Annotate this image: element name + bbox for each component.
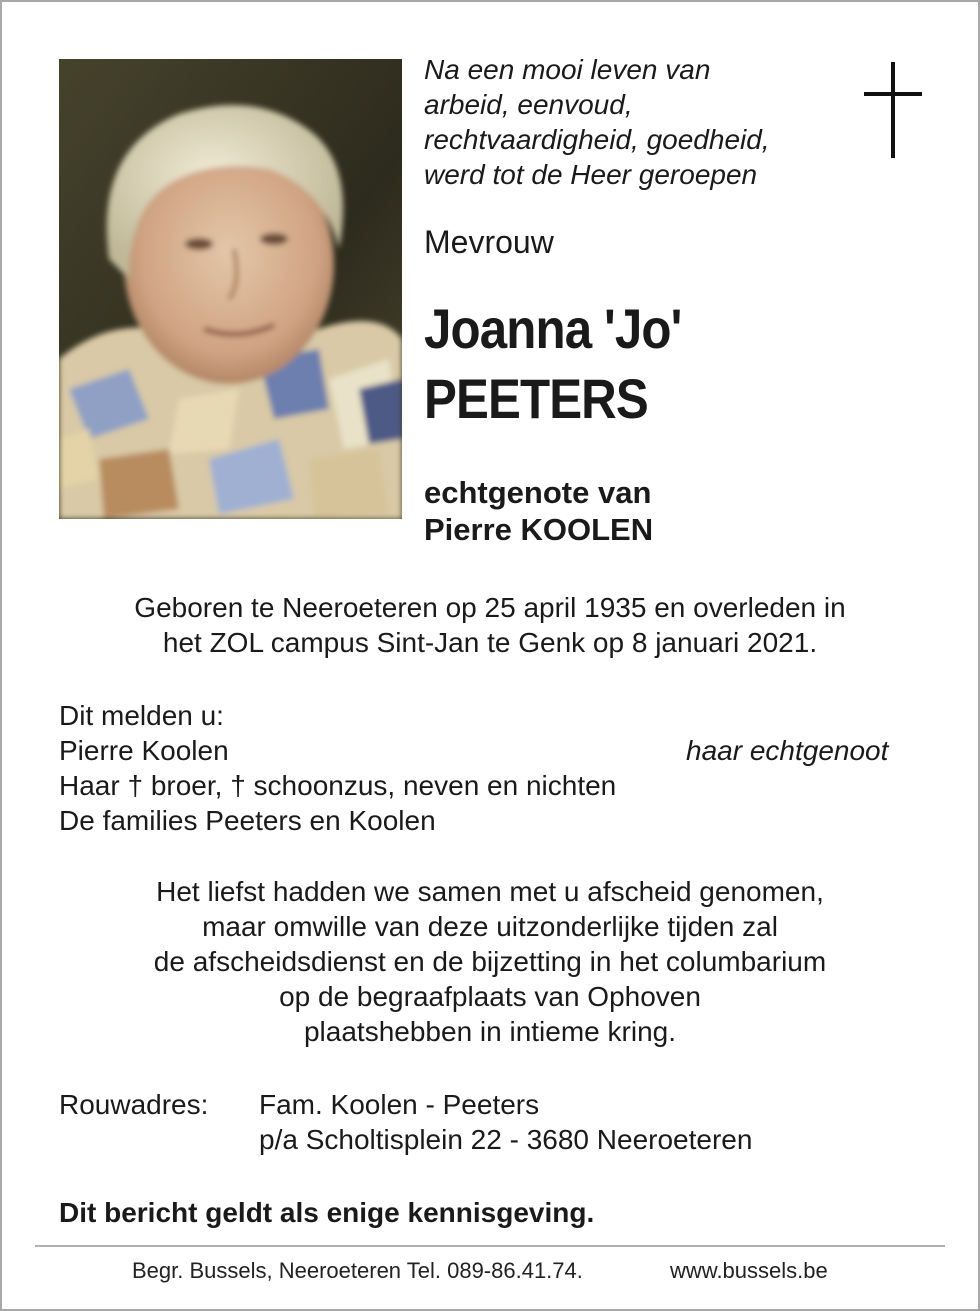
last-name: PEETERS xyxy=(424,367,648,430)
intro-line: arbeid, eenvoud, xyxy=(424,89,633,120)
spouse-name: Pierre KOOLEN xyxy=(424,512,654,547)
address-line: Fam. Koolen - Peeters xyxy=(259,1089,540,1120)
farewell-line: op de begraafplaats van Ophoven xyxy=(279,981,701,1012)
intro-line: rechtvaardigheid, goedheid, xyxy=(424,124,770,155)
footer-divider xyxy=(35,1245,945,1247)
honorific: Mevrouw xyxy=(424,224,554,260)
announcers-lead: Dit melden u: xyxy=(59,700,224,731)
address-label: Rouwadres: xyxy=(59,1089,209,1120)
announcer-husband: Pierre Koolen xyxy=(59,735,229,766)
announcer-family: De families Peeters en Koolen xyxy=(59,805,436,836)
birth-death-line: het ZOL campus Sint-Jan te Genk op 8 januari 2021. xyxy=(162,627,818,658)
spouse-relation: echtgenote van xyxy=(424,475,652,510)
address-line: p/a Scholtisplein 22 - 3680 Neeroeteren xyxy=(259,1124,753,1155)
announcer-family: Haar † broer, † schoonzus, neven en nichten xyxy=(59,770,617,801)
intro-verse xyxy=(424,52,844,192)
cross-icon xyxy=(864,62,922,158)
website-link[interactable]: www.bussels.be xyxy=(670,1258,828,1283)
notice-text: Dit bericht geldt als enige kennisgeving. xyxy=(59,1197,595,1228)
farewell-line: maar omwille van deze uitzonderlijke tijden zal xyxy=(202,911,778,942)
husband-role: haar echtgenoot xyxy=(686,735,889,766)
birth-death-text xyxy=(40,590,940,660)
address xyxy=(259,1087,752,1157)
birth-death-line: Geboren te Neeroeteren op 25 april 1935 en overleden in xyxy=(134,592,846,623)
deceased-name xyxy=(424,294,681,434)
portrait-photo xyxy=(59,59,402,519)
intro-line: Na een mooi leven van xyxy=(424,54,711,85)
intro-line: werd tot de Heer geroepen xyxy=(424,159,758,190)
spouse-info xyxy=(424,474,653,548)
announcers xyxy=(59,698,616,838)
farewell-text xyxy=(40,874,940,1049)
farewell-line: de afscheidsdienst en de bijzetting in het columbarium xyxy=(153,946,827,977)
farewell-line: plaatshebben in intieme kring. xyxy=(303,1016,676,1047)
first-name: Joanna 'Jo' xyxy=(424,297,682,360)
undertaker-info: Begr. Bussels, Neeroeteren Tel. 089-86.41.74. xyxy=(132,1258,583,1283)
farewell-line: Het liefst hadden we samen met u afscheid genomen, xyxy=(156,876,824,907)
